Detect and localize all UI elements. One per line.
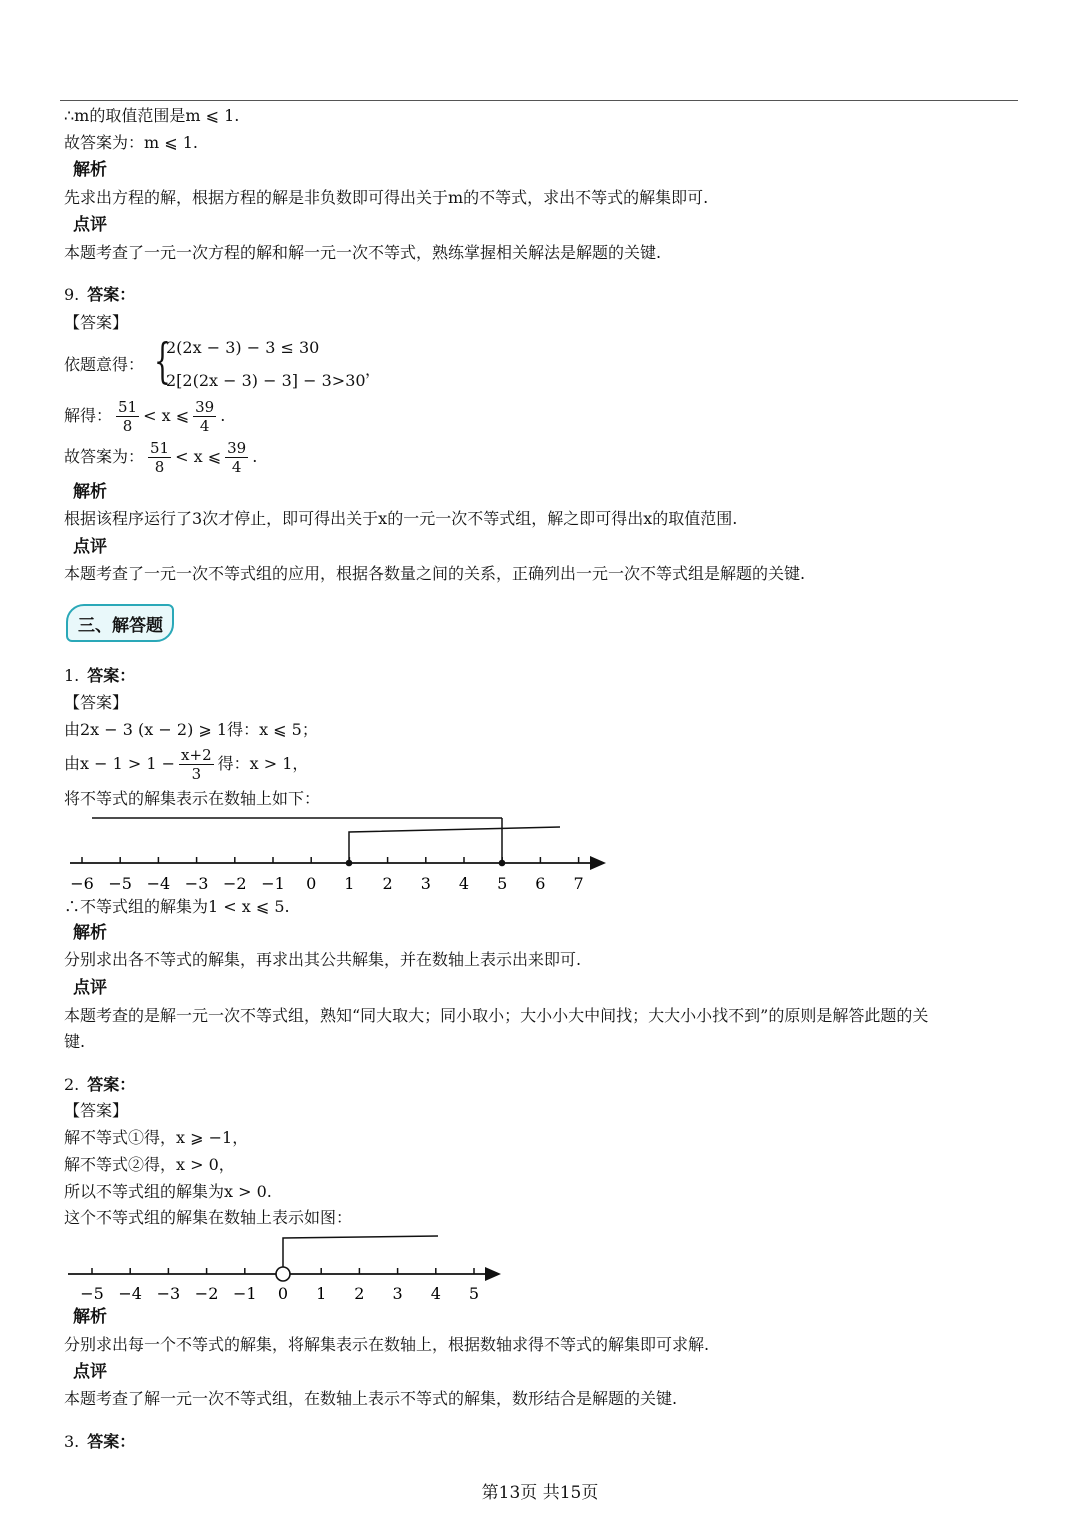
p1-frac (179, 746, 214, 783)
prev-line-2: 故答案为：m ⩽ 1. (64, 133, 199, 152)
p1-comment-line-1: 本题考查的是解一元一次不等式组，熟知“同大取大；同小取小；大小小大中间找；大大小小找不到”的原则是解答此题的关 (64, 1006, 929, 1025)
p2-answer-title: 答案： (87, 1075, 136, 1094)
q9-final-frac-1 (148, 439, 171, 476)
p2-axis-arrow (485, 1267, 501, 1281)
q9-final-line (64, 437, 257, 477)
q9-analysis: 根据该程序运行了3次才停止，即可得出关于x的一元一次不等式组，解之即可得出x的取值范围. (64, 509, 738, 528)
section-title: 三、解答题 (78, 616, 163, 636)
p1-tick-label: 6 (535, 874, 546, 893)
p1-analysis-title: 解析 (73, 923, 107, 943)
q9-solve-frac-1 (116, 398, 139, 435)
q9-solve-frac-2-num: 39 (195, 398, 215, 416)
q9-solve-label: 解得： (64, 406, 113, 425)
p2-tick-label: −2 (194, 1284, 219, 1303)
q9-solve-frac-1-num: 51 (118, 398, 138, 416)
p2-tick-label: 1 (316, 1284, 327, 1303)
p2-heading (64, 1075, 135, 1095)
p3-answer-title: 答案： (87, 1432, 136, 1451)
header-rule (60, 100, 1018, 101)
p3-number: 3. (64, 1432, 80, 1451)
q9-setup-label: 依题意得： (64, 355, 145, 374)
p1-number: 1. (64, 666, 80, 685)
p2-tick-label: 5 (468, 1284, 480, 1303)
q9-system-line-2-text: 2[2(2x − 3) − 3] − 3>30 (166, 371, 366, 390)
p1-number-line (60, 810, 620, 898)
p1-line-2-pre: 由x − 1 > 1 − (64, 754, 176, 773)
p1-tick-label: −1 (261, 874, 285, 893)
p2-tick-label: −1 (233, 1284, 257, 1303)
p1-tick-label: −4 (146, 874, 171, 893)
prev-line-1: ∴m的取值范围是m ⩽ 1. (64, 106, 240, 125)
q9-brace: { (154, 333, 171, 389)
section-badge (66, 604, 174, 642)
prev-comment-title: 点评 (73, 215, 107, 235)
p1-tick-label: −3 (184, 874, 209, 893)
p2-analysis-title: 解析 (73, 1307, 107, 1327)
p1-result: ∴不等式组的解集为1 < x ⩽ 5. (64, 897, 290, 916)
q9-comment: 本题考查了一元一次不等式组的应用，根据各数量之间的关系，正确列出一元一次不等式组是解题的关键. (64, 564, 806, 583)
p1-line-2 (64, 744, 308, 784)
q9-number: 9. (64, 285, 80, 304)
q9-solve-frac-2-den: 4 (199, 417, 210, 435)
p2-line-3: 所以不等式组的解集为x > 0. (64, 1182, 272, 1201)
q9-answer-bracket: 【答案】 (64, 313, 129, 332)
q9-system-comma: ， (365, 360, 382, 379)
p1-tick-label: 5 (497, 874, 508, 893)
q9-solve-dot: . (220, 406, 226, 425)
p1-tick-label: 1 (344, 874, 355, 893)
p2-tick-label: −5 (80, 1284, 104, 1303)
prev-analysis: 先求出方程的解，根据方程的解是非负数即可得出关于m的不等式，求出不等式的解集即可. (64, 188, 709, 207)
p1-line-right-ray (349, 827, 560, 863)
page-footer: 第13页 共15页 (481, 1483, 599, 1503)
p1-tick-label: 0 (306, 874, 317, 893)
prev-comment: 本题考查了一元一次方程的解和解一元一次不等式，熟练掌握相关解法是解题的关键. (64, 243, 662, 262)
p2-solution-ray (283, 1236, 438, 1274)
p1-tick-label: 3 (420, 874, 431, 893)
p1-comment-line-2: 键. (64, 1032, 86, 1051)
q9-final-mid: < x ⩽ (175, 447, 222, 466)
prev-analysis-title: 解析 (73, 160, 107, 180)
p1-line-1: 由2x − 3 (x − 2) ⩾ 1得：x ⩽ 5； (64, 720, 318, 739)
p1-closed-dot-5 (499, 860, 506, 867)
p2-analysis: 分别求出每一个不等式的解集，将解集表示在数轴上，根据数轴求得不等式的解集即可求解. (64, 1335, 710, 1354)
p1-frac-num: x+2 (181, 746, 212, 764)
p2-line-1: 解不等式①得，x ⩾ −1， (64, 1128, 249, 1147)
p2-number: 2. (64, 1075, 80, 1094)
q9-final-frac-2-num: 39 (227, 439, 247, 457)
p1-answer-bracket: 【答案】 (64, 693, 129, 712)
p1-tick-label: 4 (458, 874, 470, 893)
p2-line-2: 解不等式②得，x > 0， (64, 1155, 235, 1174)
p1-frac-den: 3 (191, 765, 202, 783)
p2-tick-label: 4 (430, 1284, 441, 1303)
p2-comment: 本题考查了解一元一次不等式组，在数轴上表示不等式的解集，数形结合是解题的关键. (64, 1389, 678, 1408)
p1-answer-title: 答案： (87, 666, 136, 685)
p2-tick-label: 3 (392, 1284, 403, 1303)
p1-tick-label: 2 (382, 874, 393, 893)
q9-system-line-2 (166, 371, 366, 391)
p1-comment-title: 点评 (73, 978, 107, 998)
q9-final-frac-1-den: 8 (154, 458, 165, 476)
q9-solve-mid: < x ⩽ (143, 406, 190, 425)
p2-tick-label: 0 (277, 1284, 289, 1303)
q9-final-label: 故答案为： (64, 447, 145, 466)
p2-comment-title: 点评 (73, 1362, 107, 1382)
q9-final-dot: . (252, 447, 258, 466)
q9-comment-title: 点评 (73, 537, 107, 557)
p1-heading (64, 666, 135, 686)
q9-system-line-1: 2(2x − 3) − 3 ≤ 30 (166, 338, 320, 357)
p2-tick-label: −3 (156, 1284, 181, 1303)
p1-tick-label: −2 (223, 874, 247, 893)
p1-tick-label: −5 (108, 874, 132, 893)
q9-analysis-title: 解析 (73, 482, 107, 502)
p1-tick-label: 7 (573, 874, 584, 893)
q9-answer-title: 答案： (87, 285, 136, 304)
q9-final-frac-2-den: 4 (231, 458, 242, 476)
p2-line-4: 这个不等式组的解集在数轴上表示如图： (64, 1208, 353, 1227)
p1-line-2-post: 得：x > 1， (217, 754, 309, 773)
p2-number-line (60, 1228, 510, 1308)
p3-heading (64, 1432, 135, 1452)
q9-solve-frac-2 (193, 398, 216, 435)
p1-line-3: 将不等式的解集表示在数轴上如下： (64, 789, 321, 808)
p2-tick-label: −4 (118, 1284, 142, 1303)
q9-solve-frac-1-den: 8 (122, 417, 133, 435)
q9-heading (64, 285, 135, 305)
p2-tick-label: 2 (354, 1284, 365, 1303)
p1-closed-dot-1 (346, 860, 353, 867)
q9-final-frac-2 (225, 439, 248, 476)
p1-tick-label: −6 (70, 874, 94, 893)
q9-final-frac-1-num: 51 (150, 439, 170, 457)
q9-solve-line (64, 396, 225, 436)
p2-open-circle-0 (276, 1267, 290, 1281)
p1-analysis: 分别求出各不等式的解集，再求出其公共解集，并在数轴上表示出来即可. (64, 950, 582, 969)
p1-axis-arrow (590, 856, 606, 870)
p2-answer-bracket: 【答案】 (64, 1101, 129, 1120)
